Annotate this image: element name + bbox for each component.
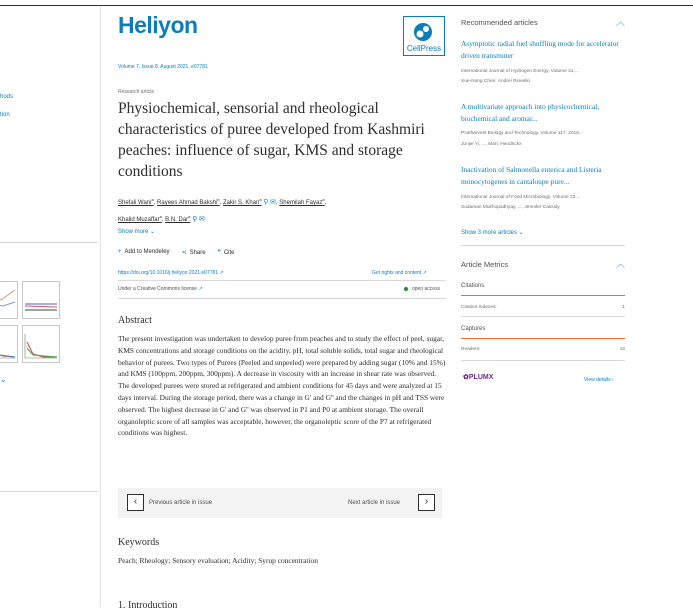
keywords-list: Peach; Rheology; Sensory evaluation; Acidity; Syrup concentration	[118, 556, 318, 565]
plumx-logo[interactable]	[463, 373, 493, 381]
add-to-mendeley-button[interactable]	[118, 249, 170, 256]
plus-icon: +	[118, 249, 122, 255]
show-more-articles-button[interactable]	[461, 229, 524, 236]
author-list: Shefali Wani$^a$, Rayees Ahmad Bakshi$^b$, Zakir S. Khan$^a$ ⚲ ✉, Shemilah Fayaz$^a$, Khalid Muzaffar$^a$, B.N. Dar$^a$ ⚲ ✉	[118, 197, 327, 223]
divider	[461, 245, 625, 246]
recommended-article-authors: Xue-Nong Chen, Andrei Rineiski	[461, 79, 530, 84]
chevron-down-icon: ⌄	[518, 230, 524, 236]
sidebar-divider	[0, 491, 98, 492]
doi-link[interactable]	[118, 270, 224, 276]
citation-indexes-label: Citation Indexes:	[461, 305, 497, 310]
external-link-icon: ↗	[422, 270, 427, 276]
citations-rule	[461, 295, 625, 296]
chevron-right-icon: ›	[424, 496, 429, 507]
cellpress-mark-icon	[404, 19, 444, 45]
plumx-label: PLUMX	[468, 374, 494, 381]
email-icon[interactable]: ✉	[270, 199, 276, 206]
author-link[interactable]: Shefali Wani$^a$	[118, 197, 154, 206]
author-link[interactable]: Rayees Ahmad Bakshi$^b$	[157, 197, 220, 206]
email-icon[interactable]: ✉	[198, 216, 205, 223]
license-link[interactable]	[118, 286, 203, 292]
abstract-heading: Abstract	[118, 315, 152, 326]
figure-thumbnail[interactable]	[22, 325, 60, 363]
top-border	[0, 5, 693, 6]
volume-issue-link[interactable]: Volume 7, Issue 8, August 2021, e07781	[118, 64, 208, 70]
recommended-article-authors: Sudarsan Mukhopadhyay, ..., Jennifer Cassidy	[461, 205, 560, 210]
readers-label: Readers:	[461, 347, 481, 352]
journal-logo[interactable]: Heliyon	[118, 12, 198, 38]
share-label: Share	[189, 250, 206, 256]
article-type: Research article	[118, 89, 155, 95]
rights-text: Get rights and content	[372, 270, 422, 276]
author-link[interactable]: Shemilah Fayaz$^a$	[279, 197, 325, 206]
open-access-label: open access	[412, 286, 441, 292]
share-button[interactable]	[182, 249, 206, 256]
outline-link-introduction[interactable]: tion	[0, 112, 10, 118]
outline-link-methods[interactable]: hods	[0, 94, 14, 100]
author-link[interactable]: B.N. Dar$^a$	[165, 214, 191, 223]
citation-indexes-row	[461, 305, 625, 310]
person-icon[interactable]: ⚲	[263, 199, 269, 206]
view-details-link[interactable]	[584, 377, 614, 383]
previous-article-link[interactable]: Previous article in issue	[149, 500, 213, 506]
chevron-up-icon[interactable]: ︿	[616, 259, 626, 269]
divider	[461, 360, 625, 361]
recommended-article-journal: International Journal of Hydrogen Energy, Volume 41,...	[461, 69, 579, 74]
open-access-badge	[404, 286, 440, 292]
recommended-article-journal: Postharvest Biology and Technology, Volume 117, 2016...	[461, 131, 583, 136]
mendeley-label: Add to Mendeley	[124, 249, 170, 255]
recommended-article-title[interactable]: Asymptotic radial fuel shuffling mode for accelerator driven transmuter	[461, 39, 619, 60]
metrics-heading: Article Metrics	[461, 260, 509, 269]
next-article-link[interactable]: Next article in issue	[348, 500, 401, 506]
divider	[118, 298, 446, 299]
external-link-icon: ↗	[198, 286, 203, 292]
sidebar-divider	[0, 242, 98, 243]
next-article-button[interactable]	[418, 494, 435, 511]
chevron-left-icon: ‹	[133, 496, 138, 507]
external-link-icon: ↗	[219, 270, 224, 276]
article-navigation	[118, 488, 442, 518]
introduction-heading: 1. Introduction	[118, 600, 178, 611]
captures-rule	[461, 338, 625, 339]
previous-article-button[interactable]	[127, 494, 144, 511]
recommended-heading: Recommended articles	[461, 18, 538, 27]
divider	[118, 280, 446, 281]
chevron-down-icon[interactable]: ⌄	[0, 375, 7, 384]
figure-thumbnail[interactable]	[0, 325, 18, 363]
rights-link[interactable]	[372, 270, 427, 276]
share-icon: ⋖	[181, 250, 187, 256]
left-sidebar-divider	[100, 6, 101, 607]
show-more-authors-button[interactable]	[118, 228, 155, 235]
plumx-flower-icon: ✿	[463, 374, 469, 381]
doi-text: https://doi.org/10.1016/j.heliyon.2021.e07781	[118, 270, 219, 276]
cellpress-logo[interactable]	[403, 16, 445, 56]
recommended-article-title[interactable]: Inactivation of Salmonella enterica and Listeria monocytogenes in cantaloupe pure...	[461, 165, 602, 186]
keywords-heading: Keywords	[118, 537, 160, 548]
figure-thumbnail[interactable]	[0, 281, 18, 319]
citations-label: Citations	[461, 283, 485, 289]
divider	[461, 316, 625, 317]
recommended-article-authors: Junjie Yi, ..., Marc Hendrickx	[461, 142, 522, 147]
captures-label: Captures	[461, 326, 486, 332]
person-icon[interactable]: ⚲	[192, 216, 198, 223]
abstract-text: The present investigation was undertaken to develop puree from peaches and to study the effect of peel, sugar, KMS concentrations and storage conditions on the acidity, pH, total soluble solids, total sugar and rheological behavior of purees. Two types of Purees (Peeled and unpeeled) were prepared by adding sugar (10% and 15%) and KMS (100ppm, 200ppm, 300ppm). A decrease in viscosity with an increase in shear rate was observed. The developed purees were stored at refrigerated and ambient conditions for 45 days and were analyzed at 15 days interval. During the storage period, there was a change in G' and G'' and the changes in pH and TSS were observed. The highest decrease in G' and G'' was observed in P1 and P0 at ambient storage. The overall organoleptic score of all samples was acceptable, however, the organoleptic score of the P7 at refrigerated conditions was highest.	[118, 334, 446, 438]
figure-thumbnail[interactable]	[22, 281, 60, 319]
cellpress-label: CellPress	[406, 44, 442, 53]
cite-button[interactable]	[218, 249, 235, 256]
recommended-article-title[interactable]: A multivariate approach into physicochemical, biochemical and aromar...	[461, 102, 600, 123]
readers-value: 15	[619, 347, 625, 352]
view-details-label: View details	[584, 377, 611, 383]
citation-indexes-value: 1	[622, 305, 625, 310]
chevron-down-icon: ⌄	[150, 229, 156, 235]
license-text: Under a Creative Commons license	[118, 286, 197, 292]
article-title: Physiochemical, sensorial and rheological characteristics of puree developed from Kashmiri peaches: influence of sugar, KMS and storage conditions	[118, 100, 425, 180]
recommended-article-journal: International Journal of Food Microbiology, Volume 23...	[461, 195, 580, 200]
chevron-up-icon[interactable]: ︿	[616, 17, 626, 27]
cite-label: Cite	[223, 250, 235, 256]
author-link[interactable]: Khalid Muzaffar$^a$	[118, 214, 162, 223]
open-access-dot-icon	[404, 287, 408, 291]
author-link[interactable]: Zakir S. Khan$^a$	[223, 197, 262, 206]
article-actions	[118, 249, 235, 256]
readers-row	[461, 347, 625, 352]
quote-icon: ❞	[217, 250, 221, 256]
chevron-right-icon: ›	[611, 377, 614, 383]
show-more-articles-label: Show 3 more articles	[461, 230, 518, 236]
show-more-label: Show more	[118, 229, 149, 235]
